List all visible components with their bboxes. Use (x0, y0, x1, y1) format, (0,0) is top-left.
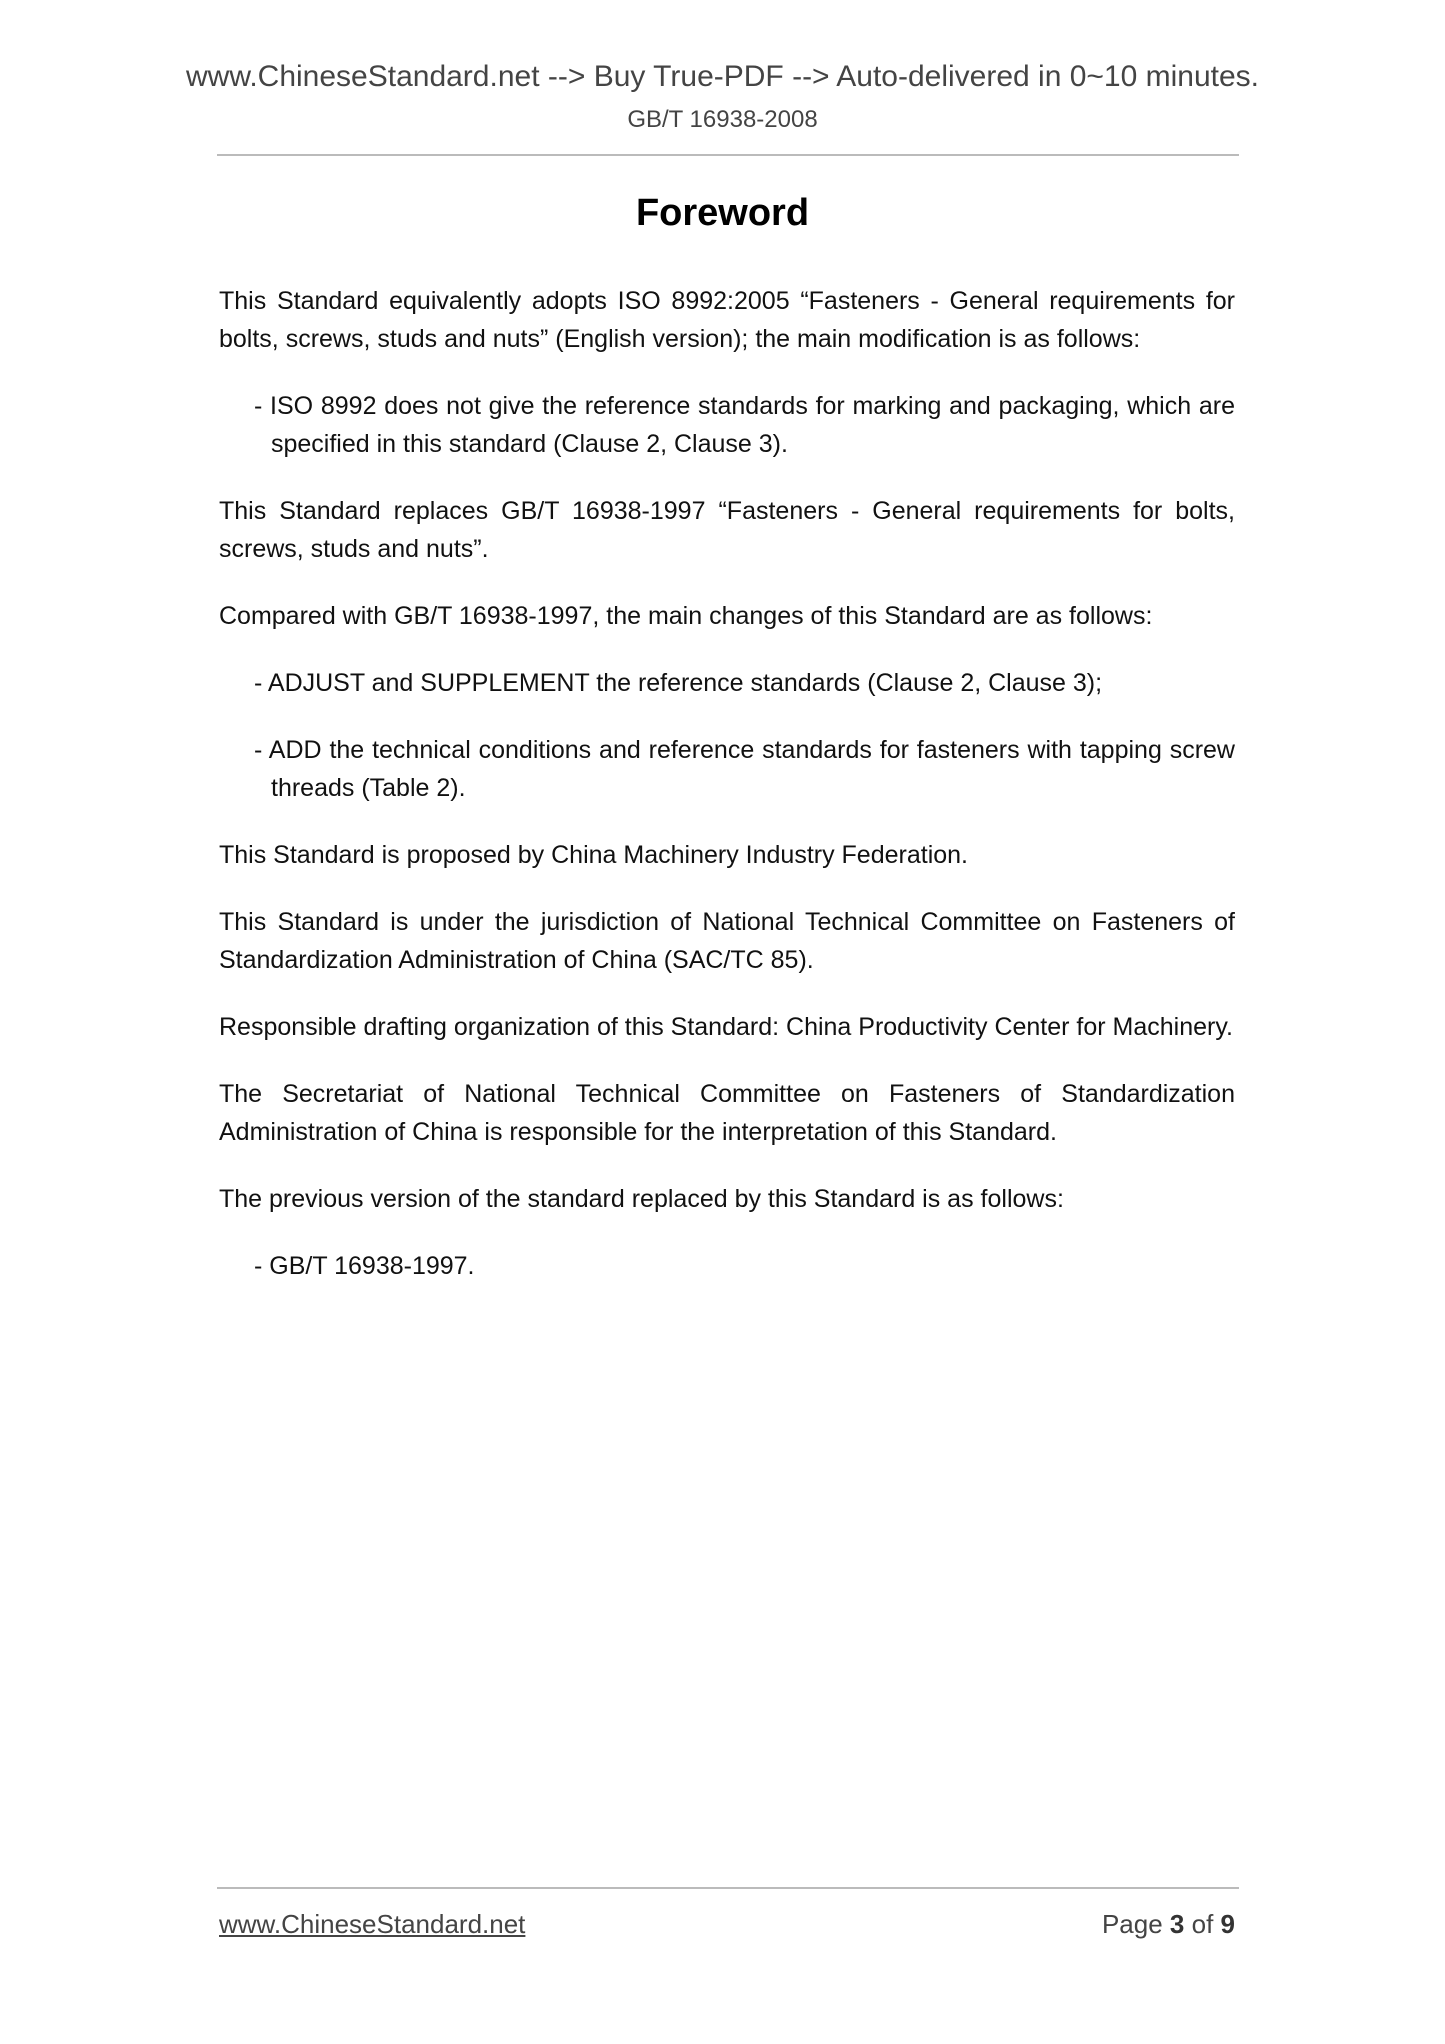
footer-website-link[interactable]: www.ChineseStandard.net (219, 1909, 526, 1939)
list-item: - ADD the technical conditions and reference standards for fasteners with tapping screw threads (Table 2). (254, 736, 1235, 802)
paragraph: Responsible drafting organization of this Standard: China Productivity Center for Machinery. (219, 1013, 1233, 1041)
page-of: of (1191, 1909, 1214, 1939)
paragraph: This Standard equivalently adopts ISO 8992:2005 “Fasteners - General requirements for bolts, screws, studs and nuts” (English version); the main modification is as follows: (219, 287, 1235, 353)
list-item: - GB/T 16938-1997. (254, 1252, 475, 1280)
header-divider (217, 154, 1239, 156)
page-current: 3 (1169, 1909, 1185, 1939)
header-banner: www.ChineseStandard.net --> Buy True-PDF --> Auto-delivered in 0~10 minutes. (185, 60, 1260, 93)
standard-code: GB/T 16938-2008 (627, 106, 818, 133)
paragraph: This Standard is under the jurisdiction of National Technical Committee on Fasteners of Standardization Administration of China (SAC/TC 85). (219, 908, 1235, 974)
paragraph: The previous version of the standard replaced by this Standard is as follows: (219, 1185, 1064, 1213)
paragraph: The Secretariat of National Technical Committee on Fasteners of Standardization Administration of China is responsible for the interpretation of this Standard. (219, 1080, 1235, 1146)
page-label: Page (1101, 1909, 1163, 1939)
page-number (1102, 1909, 1235, 1940)
list-item: - ISO 8992 does not give the reference standards for marking and packaging, which are specified in this standard (Clause 2, Clause 3). (254, 392, 1235, 458)
page-title: Foreword (635, 192, 810, 234)
document-body (219, 282, 1235, 1314)
page-total: 9 (1220, 1909, 1235, 1939)
paragraph: This Standard replaces GB/T 16938-1997 “Fasteners - General requirements for bolts, screws, studs and nuts”. (219, 497, 1235, 563)
footer-divider (217, 1887, 1239, 1889)
paragraph: Compared with GB/T 16938-1997, the main changes of this Standard are as follows: (219, 602, 1153, 630)
list-item: - ADJUST and SUPPLEMENT the reference standards (Clause 2, Clause 3); (254, 669, 1103, 697)
paragraph: This Standard is proposed by China Machinery Industry Federation. (219, 841, 968, 869)
